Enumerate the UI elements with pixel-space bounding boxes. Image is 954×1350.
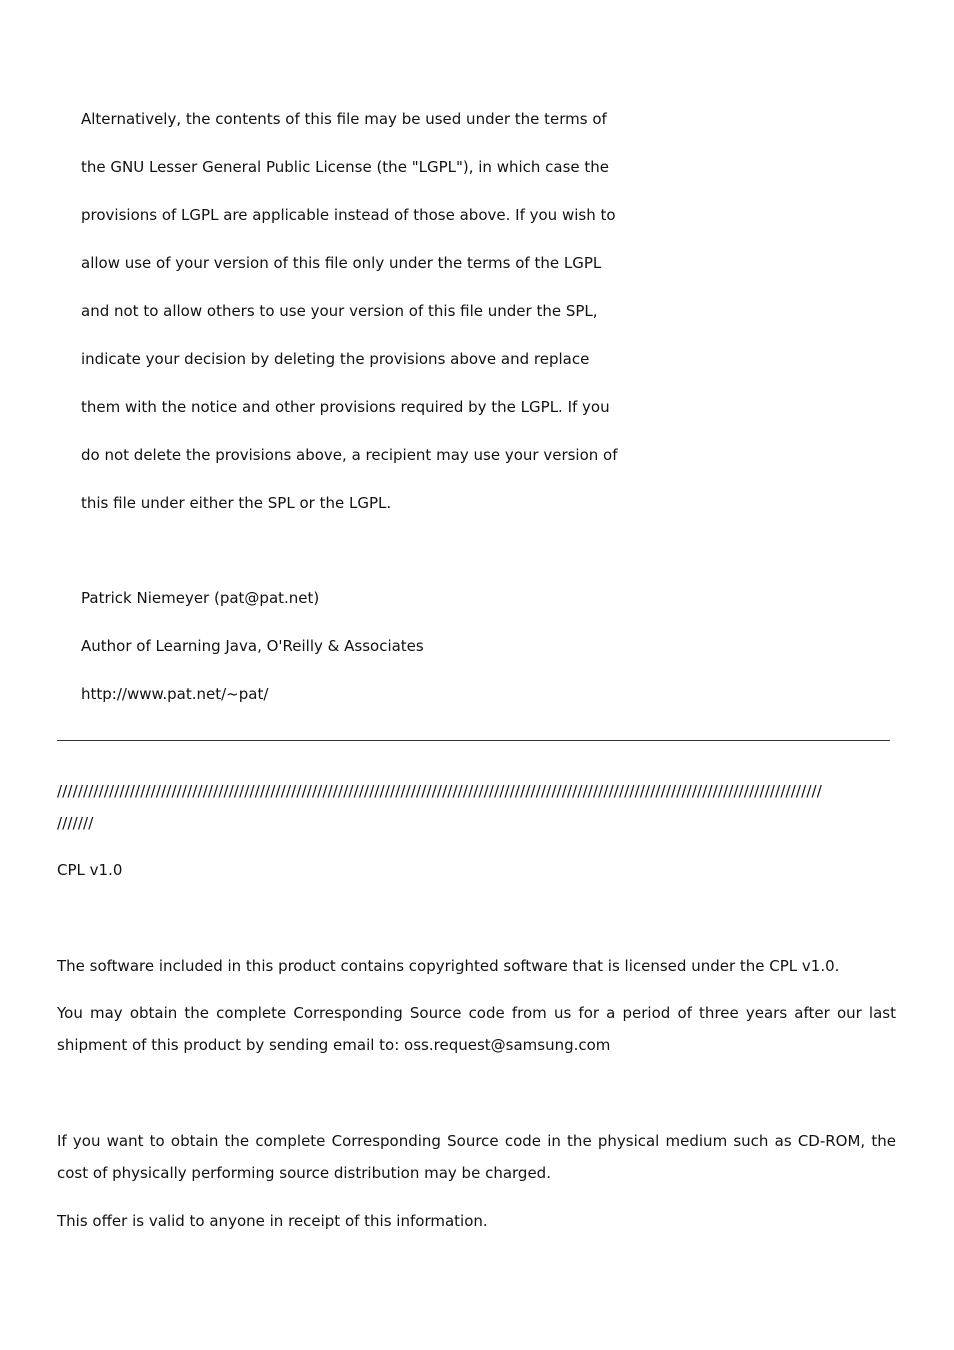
source-offer-line-1: You may obtain the complete Corresponding Source code from us for a period of three years after our last	[57, 1004, 896, 1022]
paragraph-line: indicate your decision by deleting the provisions above and replace	[81, 350, 590, 368]
license-heading-text: CPL v1.0	[57, 861, 123, 879]
physical-medium-line-2: cost of physically performing source distribution may be charged.	[57, 1164, 551, 1182]
slash-separator-line-2: ///////	[57, 814, 94, 832]
paragraph-line: allow use of your version of this file only under the terms of the LGPL	[81, 254, 602, 272]
paragraph-line: this file under either the SPL or the LGPL.	[81, 494, 392, 512]
section-divider	[57, 740, 890, 741]
paragraph-line: provisions of LGPL are applicable instead of those above. If you wish to	[81, 206, 616, 224]
notice-paragraph-1: The software included in this product contains copyrighted software that is licensed under the CPL v1.0.	[57, 957, 840, 975]
paragraph-line: and not to allow others to use your version of this file under the SPL,	[81, 302, 598, 320]
paragraph-line: Alternatively, the contents of this file may be used under the terms of	[81, 110, 607, 128]
offer-validity-line: This offer is valid to anyone in receipt of this information.	[57, 1212, 488, 1230]
source-offer-line-2: shipment of this product by sending email to: oss.request@samsung.com	[57, 1036, 611, 1054]
physical-medium-line-1: If you want to obtain the complete Corresponding Source code in the physical medium such as CD-ROM, the	[57, 1132, 896, 1150]
paragraph-line: the GNU Lesser General Public License (the "LGPL"), in which case the	[81, 158, 610, 176]
author-url: http://www.pat.net/~pat/	[81, 685, 269, 703]
slash-separator-line-1: ///////////////////////////////////////////////////////////////////////////////////////////////////////////////////////////////////////////////////	[57, 782, 822, 800]
paragraph-line: them with the notice and other provisions required by the LGPL. If you	[81, 398, 610, 416]
paragraph-line: do not delete the provisions above, a recipient may use your version of	[81, 446, 618, 464]
author-name: Patrick Niemeyer (pat@pat.net)	[81, 589, 320, 607]
author-title: Author of Learning Java, O'Reilly & Associates	[81, 637, 424, 655]
